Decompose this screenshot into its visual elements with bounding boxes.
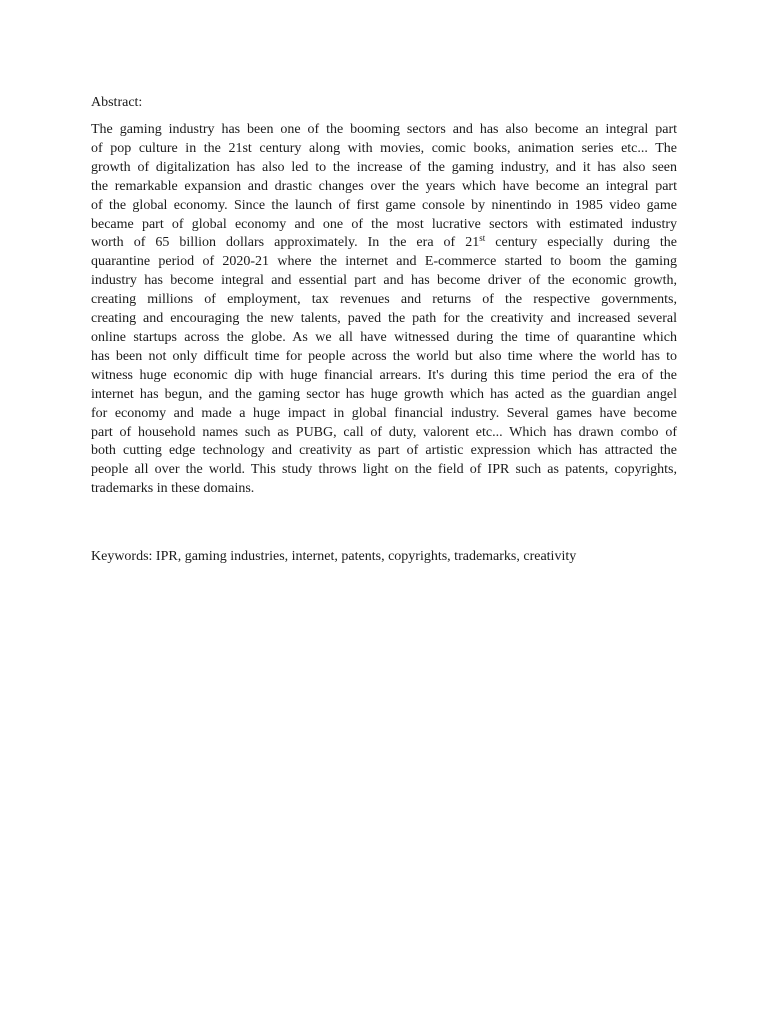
abstract-line: online startups across the globe. As we all have witnessed during the time of quarantine which <box>91 329 677 345</box>
abstract-line: witness huge economic dip with huge financial arrears. It's during this time period the era of the <box>91 367 677 383</box>
keywords-line: Keywords: IPR, gaming industries, internet, patents, copyrights, trademarks, creativity <box>91 549 577 564</box>
abstract-line: trademarks in these domains. <box>91 481 255 497</box>
abstract-line: of pop culture in the 21st century along with movies, comic books, animation series etc... The <box>91 140 677 156</box>
abstract-line: of the global economy. Since the launch of first game console by ninentindo in 1985 video game <box>91 197 677 213</box>
abstract-line: people all over the world. This study throws light on the field of IPR such as patents, copyrights, <box>91 462 677 478</box>
abstract-line: creating millions of employment, tax revenues and returns of the respective governments, <box>91 292 677 308</box>
superscript-ordinal: st <box>479 233 486 244</box>
abstract-heading: Abstract: <box>91 95 143 110</box>
abstract-line: quarantine period of 2020-21 where the internet and E-commerce started to boom the gaming <box>91 254 677 270</box>
abstract-line-with-superscript <box>91 234 677 253</box>
abstract-line: The gaming industry has been one of the booming sectors and has also become an integral part <box>91 122 677 137</box>
abstract-line: internet has begun, and the gaming sector has huge growth which has acted as the guardian angel <box>91 386 677 402</box>
abstract-line: the remarkable expansion and drastic changes over the years which have become an integral part <box>91 178 677 194</box>
abstract-line-text: century especially during the <box>485 235 677 251</box>
abstract-line: has been not only difficult time for people across the world but also time where the world has to <box>91 348 677 364</box>
abstract-line: growth of digitalization has also led to the increase of the gaming industry, and it has also seen <box>91 159 677 175</box>
abstract-line: both cutting edge technology and creativity as part of artistic expression which has attracted the <box>91 443 677 459</box>
abstract-line: became part of global economy and one of the most lucrative sectors with estimated industry <box>91 216 677 232</box>
abstract-line: creating and encouraging the new talents, paved the path for the creativity and increased several <box>91 311 677 327</box>
abstract-line: industry has become integral and essential part and has become driver of the economic growth, <box>91 273 677 289</box>
abstract-paragraph <box>91 121 677 499</box>
abstract-line: part of household names such as PUBG, call of duty, valorent etc... Which has drawn combo of <box>91 424 677 440</box>
abstract-line-text: worth of 65 billion dollars approximately. In the era of 21 <box>91 235 480 251</box>
abstract-line: for economy and made a huge impact in global financial industry. Several games have become <box>91 405 677 421</box>
